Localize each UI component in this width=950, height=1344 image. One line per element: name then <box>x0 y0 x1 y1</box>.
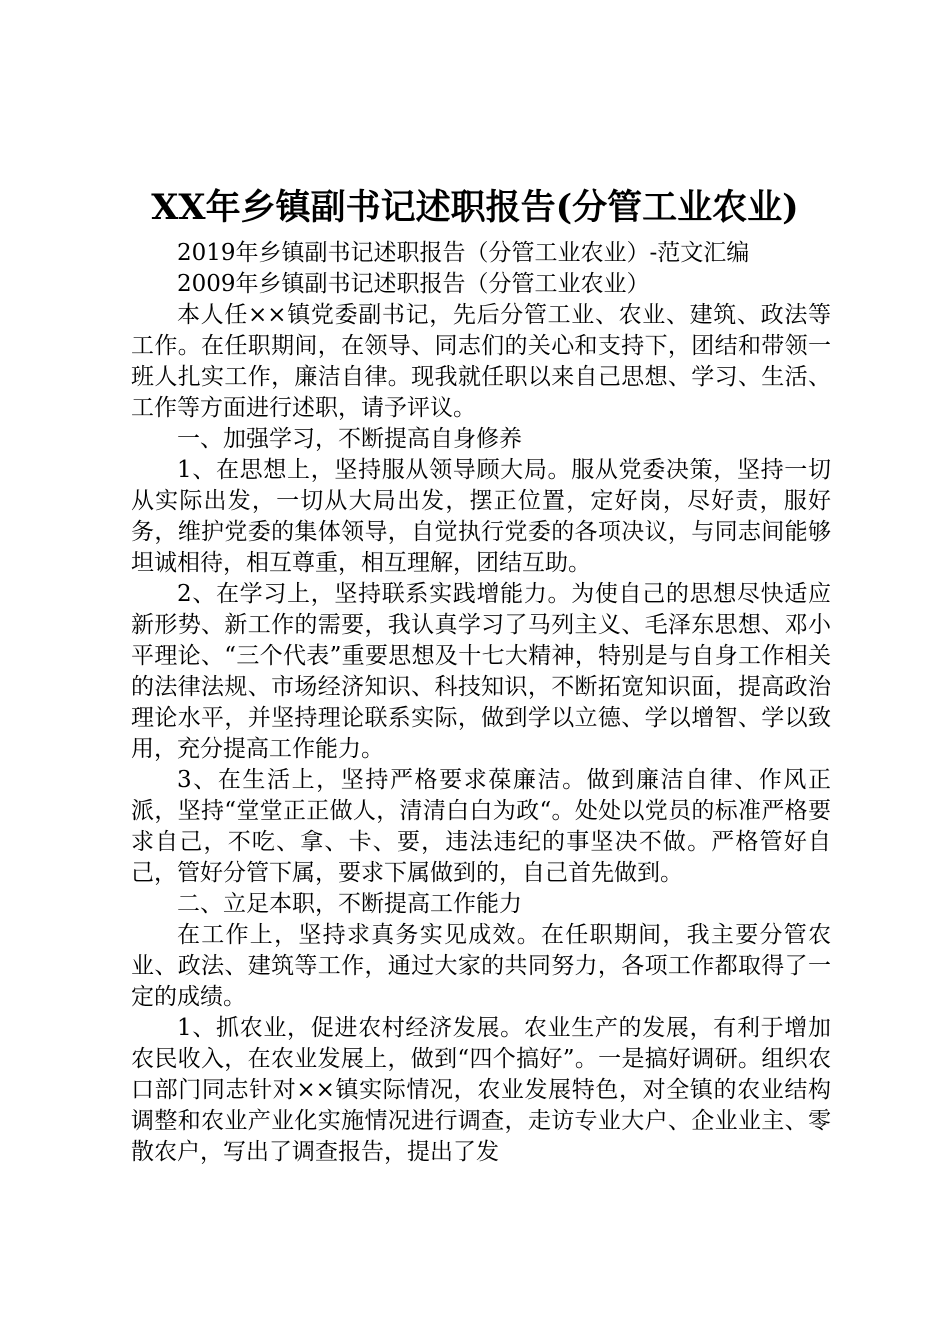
paragraph-intro: 本人任××镇党委副书记，先后分管工业、农业、建筑、政法等工作。在任职期间，在领导、同志们的关心和支持下，团结和带领一班人扎实工作，廉洁自律。现我就任职以来自己思想、学习、生活、工作等方面进行述职，请予评议。 <box>131 302 831 421</box>
paragraph-agriculture: 1、抓农业，促进农村经济发展。农业生产的发展，有利于增加农民收入，在农业发展上，做到“四个搞好”。一是搞好调研。组织农口部门同志针对××镇实际情况，农业发展特色，对全镇的农业结构调整和农业产业化实施情况进行调查，走访专业大户、企业业主、零散农户，写出了调查报告，提出了发 <box>131 1015 831 1165</box>
paragraph-work: 在工作上，坚持求真务实见成效。在任职期间，我主要分管农业、政法、建筑等工作，通过大家的共同努力，各项工作都取得了一定的成绩。 <box>131 922 831 1010</box>
section-heading: 一、加强学习，不断提高自身修养 <box>177 426 522 452</box>
subtitle-line: 2019年乡镇副书记述职报告（分管工业农业）-范文汇编 <box>177 240 750 266</box>
paragraph-thought: 1、在思想上，坚持服从领导顾大局。服从党委决策，坚持一切从实际出发，一切从大局出发，摆正位置，定好岗，尽好责，服好务，维护党委的集体领导，自觉执行党委的各项决议，与同志间能够坦诚相待，相互尊重，相互理解，团结互助。 <box>131 457 831 576</box>
document-title: XX年乡镇副书记述职报告(分管工业农业) <box>151 187 799 228</box>
paragraph-life: 3、在生活上，坚持严格要求葆廉洁。做到廉洁自律、作风正派，坚持“堂堂正正做人，清清白白为政“。处处以党员的标准严格要求自己，不吃、拿、卡、要，违法违纪的事坚决不做。严格管好自己，管好分管下属，要求下属做到的，自己首先做到。 <box>131 767 831 886</box>
subtitle-line: 2009年乡镇副书记述职报告（分管工业农业） <box>177 271 650 297</box>
document-body <box>131 238 831 1168</box>
section-heading: 二、立足本职，不断提高工作能力 <box>177 891 522 917</box>
paragraph-study: 2、在学习上，坚持联系实践增能力。为使自己的思想尽快适应新形势、新工作的需要，我认真学习了马列主义、毛泽东思想、邓小平理论、“三个代表”重要思想及十七大精神，特别是与自身工作相关的法律法规、市场经济知识、科技知识，不断拓宽知识面，提高政治理论水平，并坚持理论联系实际，做到学以立德、学以增智、学以致用，充分提高工作能力。 <box>131 581 831 762</box>
